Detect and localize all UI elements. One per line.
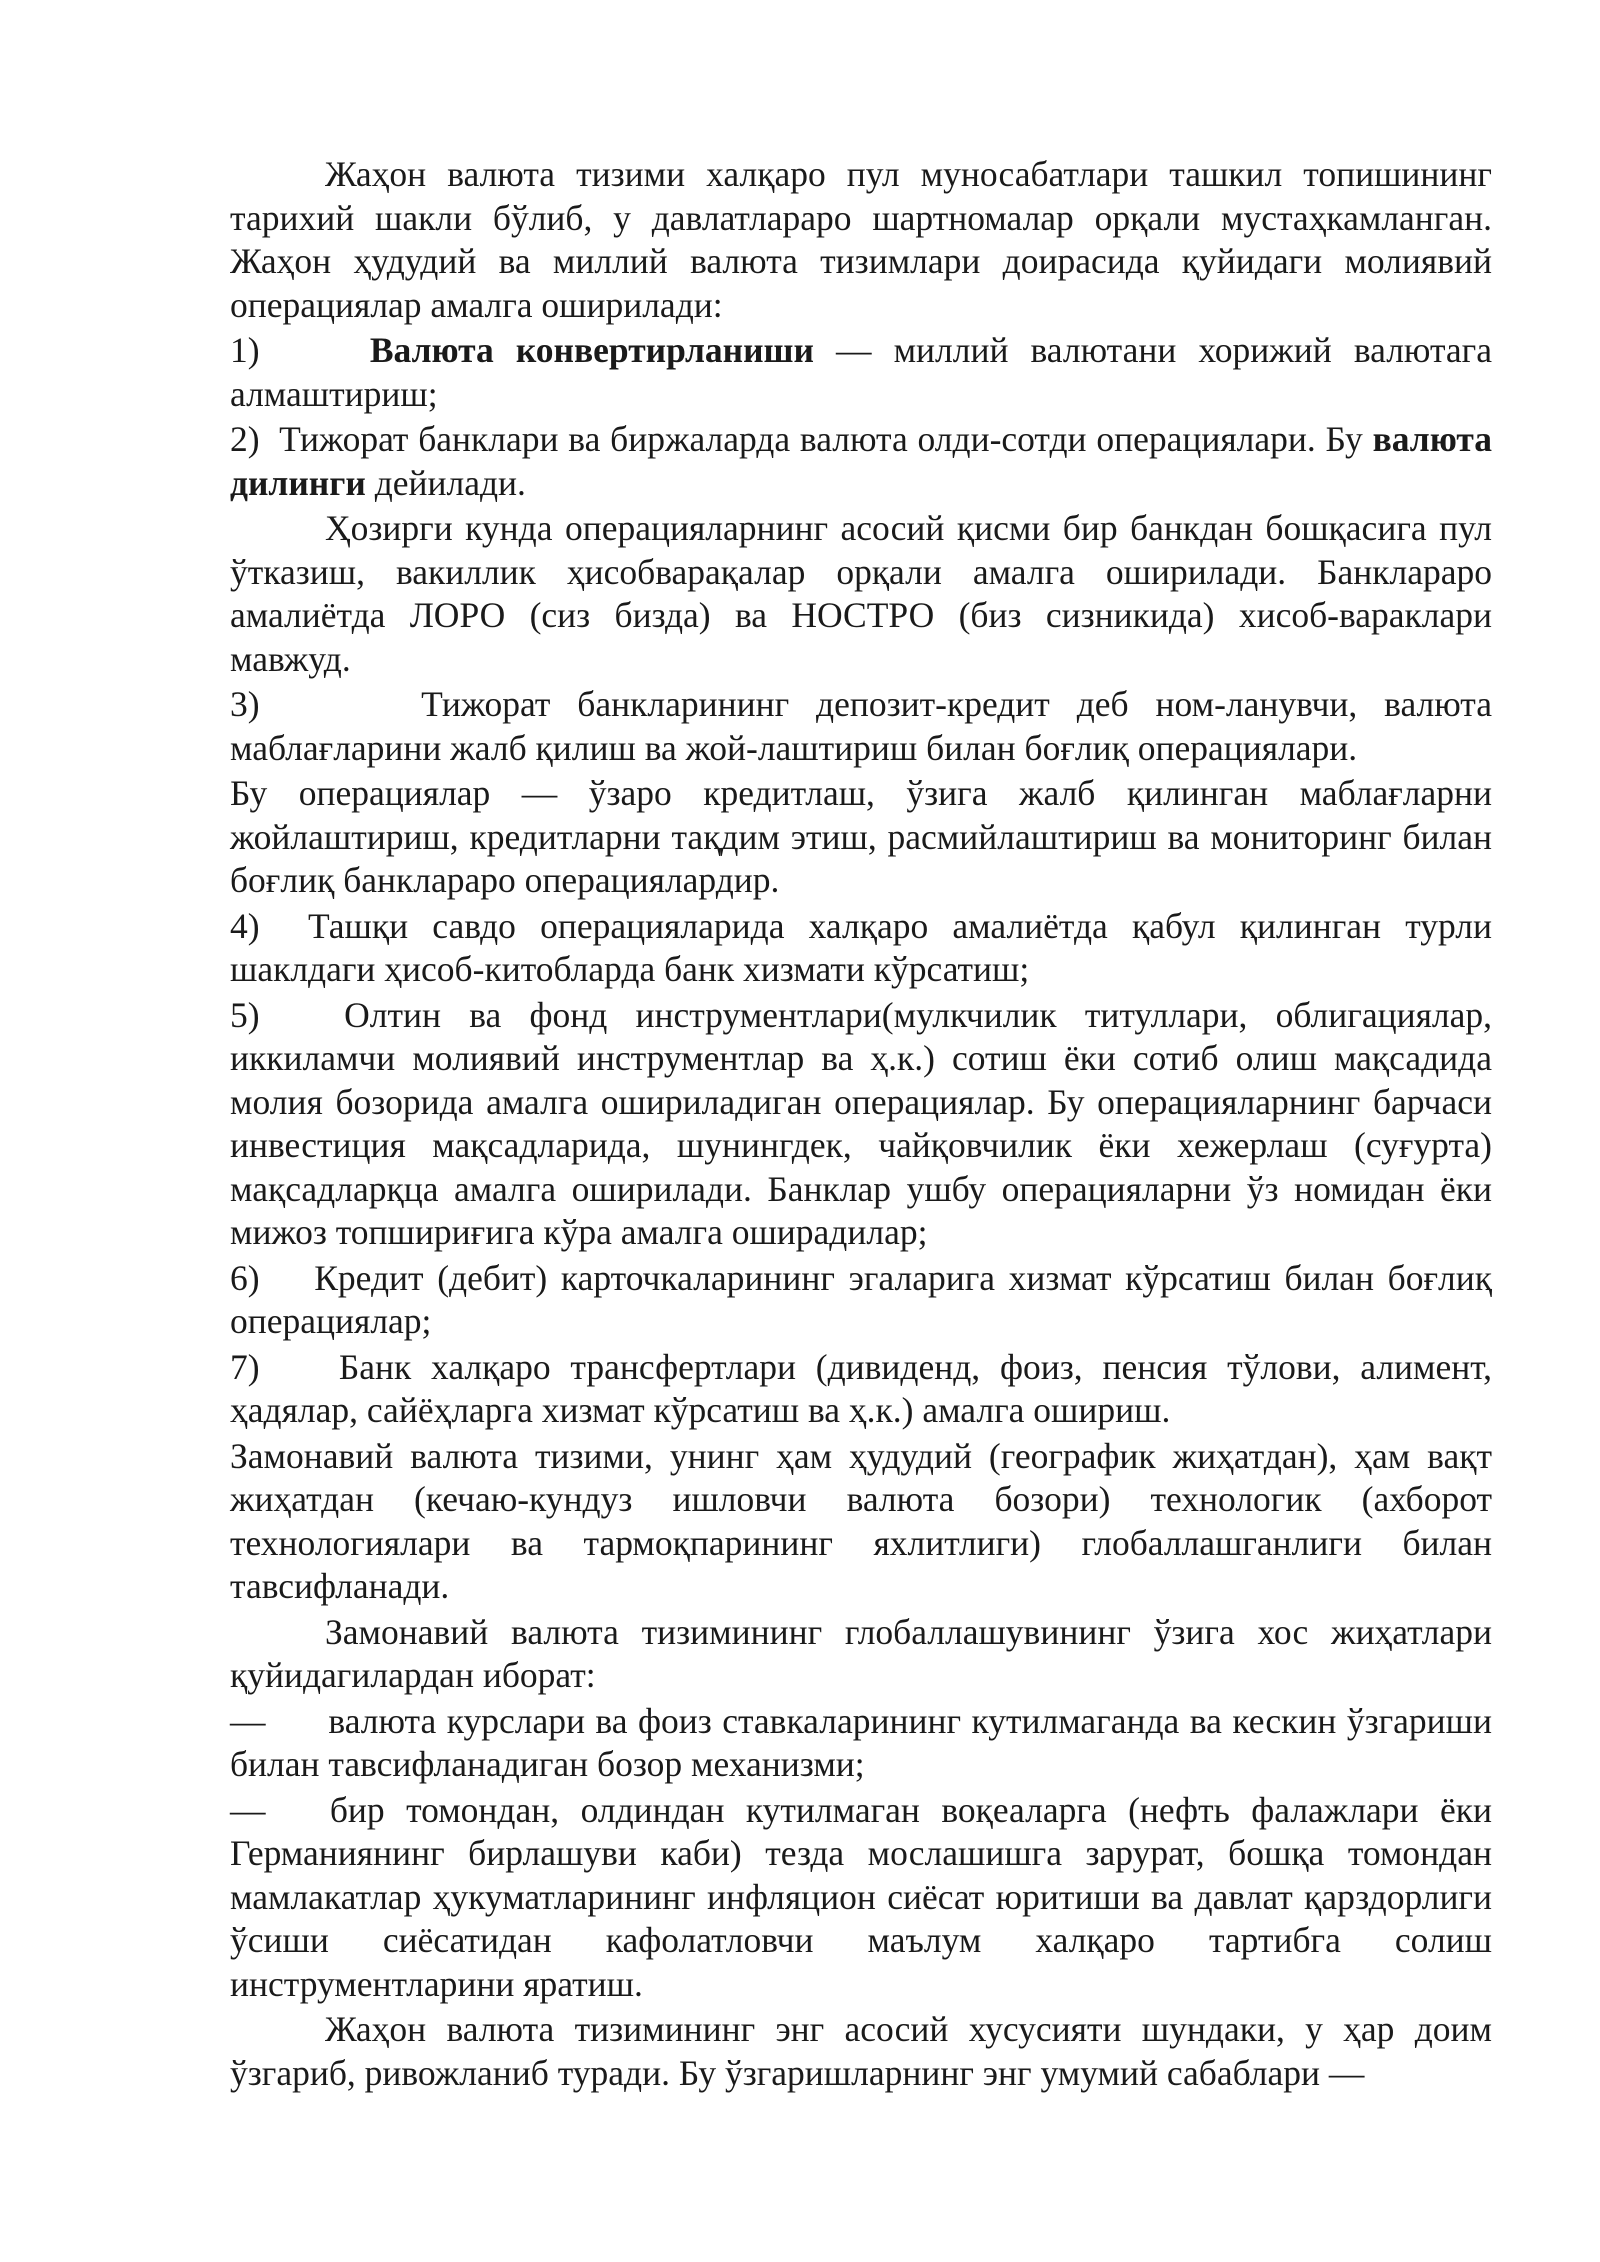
list-text: Тижорат банклари ва биржаларда валюта олди-сотди операциялари. Бу (279, 419, 1373, 459)
bold-term: Валюта конвертирланиши (369, 330, 814, 370)
dash-marker: — (230, 1789, 266, 1830)
list-text: — миллий валютани хорижий валютага алмаштириш; (230, 330, 1493, 414)
paragraph-modern-system: Замонавий валюта тизими, унинг ҳам ҳудудий (географик жиҳатдан), ҳам вақт жиҳатдан (кечаю-кундуз ишловчи валюта бозори) технологик (ахборот технологиялари ва тармоқпарининг яхлитлиги) глобаллашганлиги билан тавсифланади. (230, 1435, 1492, 1606)
dash-text: валюта курслари ва фоиз ставкаларининг кутилмаганда ва кескин ўзгариши билан тавсифланадиган бозор механизми; (230, 1700, 1492, 1784)
bold-term: валюта дилинги (230, 419, 1493, 503)
list-number: 3) (230, 684, 260, 724)
list-item-2 (230, 418, 1492, 505)
list-item-1 (230, 329, 1492, 416)
list-text: Тижорат банкларининг депозит-кредит деб ном-ланувчи, валюта маблағларини жалб қилиш ва жой-лаштириш билан боғлиқ операциялари. (230, 684, 1492, 768)
list-item-3 (230, 683, 1492, 770)
dash-text: бир томондан, олдиндан кутилмаган воқеаларга (нефть фалажлари ёки Германиянинг бирлашуви каби) тезда мослашишга зарурат, бошқа томондан мамлакатлар ҳукуматларининг инфляцион сиёсат юритиши ва давлат қарздорлиги ўсиши сиёсатидан кафолатловчи маълум халқаро тартибга солиш инструментларини яратиш. (230, 1789, 1493, 2004)
document-page (230, 153, 1492, 2097)
dash-marker: — (230, 1700, 266, 1741)
list-item-6 (230, 1257, 1492, 1344)
paragraph-intro: Жаҳон валюта тизими халқаро пул муносабатлари ташкил топишининг тарихий шакли бўлиб, у давлатлараро шартномалар орқали мустаҳкамланган. Жаҳон ҳудудий ва миллий валюта тизимлари доирасида қуйидаги молиявий операциялар амалга оширилади: (230, 154, 1492, 325)
dash-item-2 (230, 1789, 1492, 2007)
list-text: Кредит (дебит) карточкаларининг эгаларига хизмат кўрсатиш билан боғлиқ операциялар; (230, 1257, 1493, 1341)
paragraph-operations: Бу операциялар — ўзаро кредитлаш, ўзига жалб қилинган маблағларни жойлаштириш, кредитларни тақдим этиш, расмийлаштириш ва мониторинг билан боғлиқ банклараро операциялардир. (230, 773, 1492, 900)
list-number: 1) (230, 330, 260, 370)
list-number: 5) (230, 994, 260, 1035)
paragraph-globalization: Замонавий валюта тизимининг глобаллашувининг ўзига хос жиҳатлари қуйидагилардан иборат: (230, 1611, 1492, 1695)
list-text-after: дейилади. (365, 462, 526, 503)
paragraph-loro-nostro: Ҳозирги кунда операцияларнинг асосий қисми бир банкдан бошқасига пул ўтказиш, вакиллик ҳисобварақалар орқали амалга оширилади. Банклараро амалиётда ЛОРО (сиз бизда) ва НОСТРО (биз сизникида) хисоб-вараклари мавжуд. (230, 508, 1492, 679)
paragraph-main-feature: Жаҳон валюта тизимининг энг асосий хусусияти шундаки, у ҳар доим ўзгариб, ривожланиб туради. Бу ўзгаришларнинг энг умумий сабаблари — (230, 2009, 1492, 2093)
list-text: Ташқи савдо операцияларида халқаро амалиётда қабул қилинган турли шаклдаги ҳисоб-китобларда банк хизмати кўрсатиш; (230, 905, 1493, 989)
list-item-7 (230, 1346, 1492, 1433)
dash-item-1 (230, 1700, 1492, 1787)
list-item-5 (230, 994, 1492, 1255)
list-text: Банк халқаро трансфертлари (дивиденд, фоиз, пенсия тўлови, алимент, ҳадялар, сайёҳларга хизмат кўрсатиш ва ҳ.к.) амалга ошириш. (230, 1346, 1492, 1430)
list-item-4 (230, 905, 1492, 992)
list-number: 7) (230, 1346, 260, 1387)
list-number: 6) (230, 1257, 260, 1298)
list-number: 4) (230, 905, 260, 946)
list-text: Олтин ва фонд инструментлари(мулкчилик титуллари, облигациялар, иккиламчи молиявий инструментлар ва ҳ.к.) сотиш ёки сотиб олиш мақсадида молия бозорида амалга ошириладиган операциялар. Бу операцияларнинг барчаси инвестиция мақсадларида, шунингдек, чайқовчилик ёки хежерлаш (суғурта) мақсадларқца амалга оширилади. Банклар ушбу операцияларни ўз номидан ёки мижоз топшириғига кўра амалга оширадилар; (230, 994, 1493, 1252)
list-number: 2) (230, 419, 260, 459)
